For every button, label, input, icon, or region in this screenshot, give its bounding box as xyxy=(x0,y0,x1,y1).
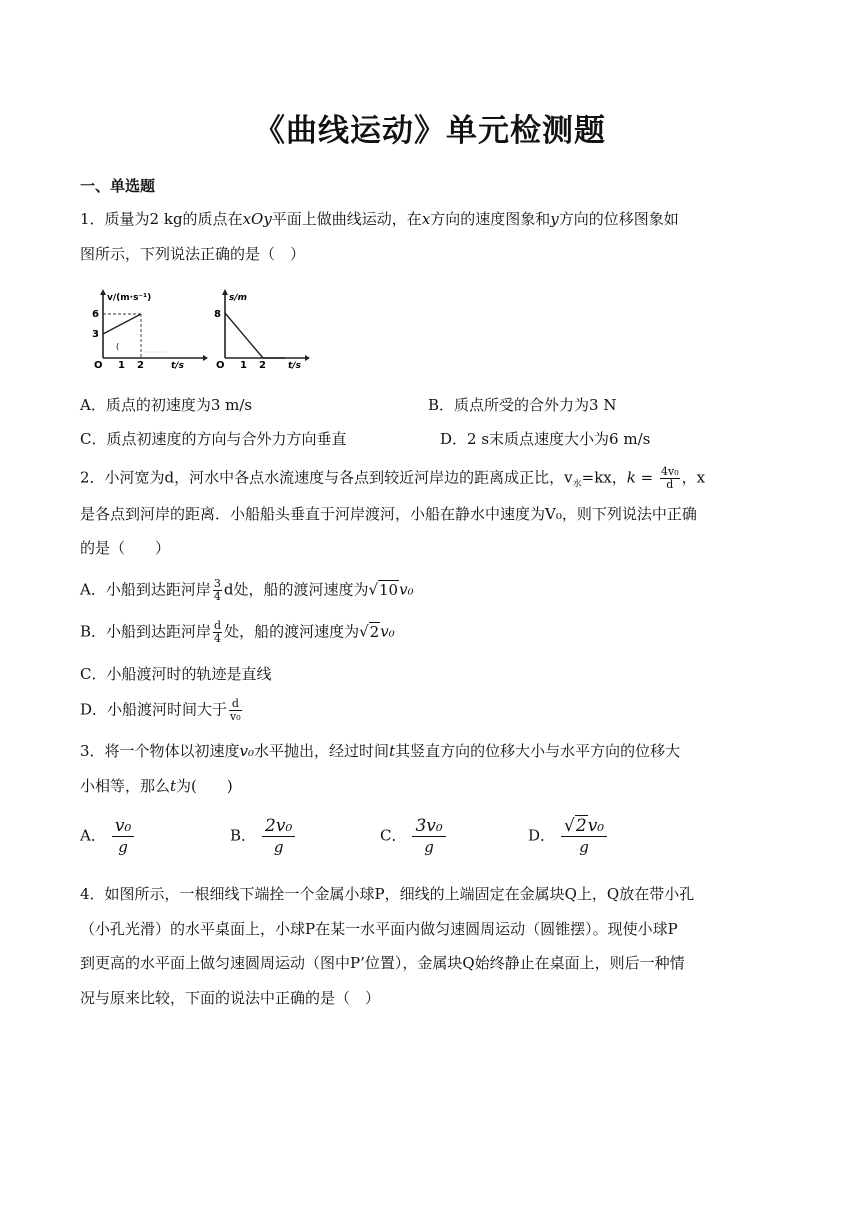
q1-option-c: C．质点初速度的方向与合外力方向垂直 xyxy=(80,430,347,448)
q1-option-b: B．质点所受的合外力为3 N xyxy=(428,396,617,414)
q4-stem-line3: 到更高的水平面上做匀速圆周运动（图中P’位置），金属块Q始终静止在桌面上，则后一种情 xyxy=(80,954,685,972)
q1-g1-ylabel: v/(m·s⁻¹) xyxy=(107,293,152,303)
q4-stem-line1: 4．如图所示，一根细线下端拴一个金属小球P，细线的上端固定在金属块Q上，Q放在带小孔 xyxy=(80,885,695,903)
q1-velocity-graph xyxy=(88,286,208,372)
q3-option-a: A． $\frac{\text{v₀}}{g}$ xyxy=(80,816,134,857)
q1-stem-line2: 图所示，下列说法正确的是（ ） xyxy=(80,245,306,263)
q1-option-a: A．质点的初速度为3 m/s xyxy=(80,396,253,414)
q2-stem-line3: 的是（ ） xyxy=(80,539,171,557)
q1-g2-xlabel: t/s xyxy=(288,361,301,371)
q4-stem-line4: 况与原来比较，下面的说法中正确的是（ ） xyxy=(80,989,381,1007)
q3-option-b: B． $\frac{\text{2v₀}}{g}$ xyxy=(230,816,295,857)
q1-g2-origin: O xyxy=(216,360,225,371)
q3-stem-line1: 3．将一个物体以初速度v₀水平抛出，经过时间t其竖直方向的位移大小与水平方向的位移大 xyxy=(80,742,681,760)
q1-stem-line1: 1．质量为2 kg的质点在xOy平面上做曲线运动，在x方向的速度图象和y方向的位移图象如 xyxy=(80,210,679,228)
q1-displacement-graph xyxy=(210,286,310,372)
q1-option-d: D．2 s末质点速度大小为6 m/s xyxy=(440,430,651,448)
q3-option-d: D． $\frac{\text{√2v₀}}{g}$ xyxy=(528,816,607,857)
section-heading: 一、单选题 xyxy=(80,177,156,195)
q1-g2-ylabel: s/m xyxy=(229,293,248,303)
q1-g2-xtick-1: 1 xyxy=(240,360,247,371)
q1-g1-xlabel: t/s xyxy=(171,361,184,371)
q1-g1-origin: O xyxy=(94,360,103,371)
q1-g1-xtick-1: 1 xyxy=(118,360,125,371)
q1-g1-paren: ( xyxy=(116,342,120,351)
q4-stem-line2: （小孔光滑）的水平桌面上，小球P在某一水平面内做匀速圆周运动（圆锥摆）。现使小球P xyxy=(80,920,678,938)
q1-g1-ytick-6: 6 xyxy=(92,309,99,320)
q2-option-c: C．小船渡河时的轨迹是直线 xyxy=(80,665,272,683)
q1-g1-ytick-3: 3 xyxy=(92,329,99,340)
page-title: 《曲线运动》单元检测题 xyxy=(254,113,606,149)
q2-option-b: B．小船到达距河岸 $\frac{d}{4}$ 处，船的渡河速度为√2v₀ xyxy=(80,619,395,645)
q2-stem-line2: 是各点到河岸的距离．小船船头垂直于河岸渡河，小船在静水中速度为V₀，则下列说法中正确 xyxy=(80,505,697,523)
q1-g1-xtick-2: 2 xyxy=(137,360,144,371)
q3-stem-line2: 小相等，那么t为( ) xyxy=(80,777,233,795)
q1-g2-ytick-8: 8 xyxy=(214,309,221,320)
q2-option-d: D．小船渡河时间大于 $\frac{d}{\text{v₀}}$ xyxy=(80,697,241,723)
q1-g1-velocity-line xyxy=(103,314,141,334)
q2-option-a: A．小船到达距河岸 $\frac{3}{4}$ d处，船的渡河速度为√10v₀ xyxy=(80,577,414,603)
q1-g2-xtick-2: 2 xyxy=(259,360,266,371)
q3-option-c: C． $\frac{\text{3v₀}}{g}$ xyxy=(380,816,446,857)
q2-k-fraction: $\frac{\text{4v₀}}{d}$ xyxy=(660,465,679,491)
q1-g2-displacement-line xyxy=(225,313,263,358)
q2-stem-line1: 2．小河宽为d，河水中各点水流速度与各点到较近河岸边的距离成正比，$v_水=kx$，k = $\frac{\text{4v₀}}{d}$ ，x xyxy=(80,465,706,491)
